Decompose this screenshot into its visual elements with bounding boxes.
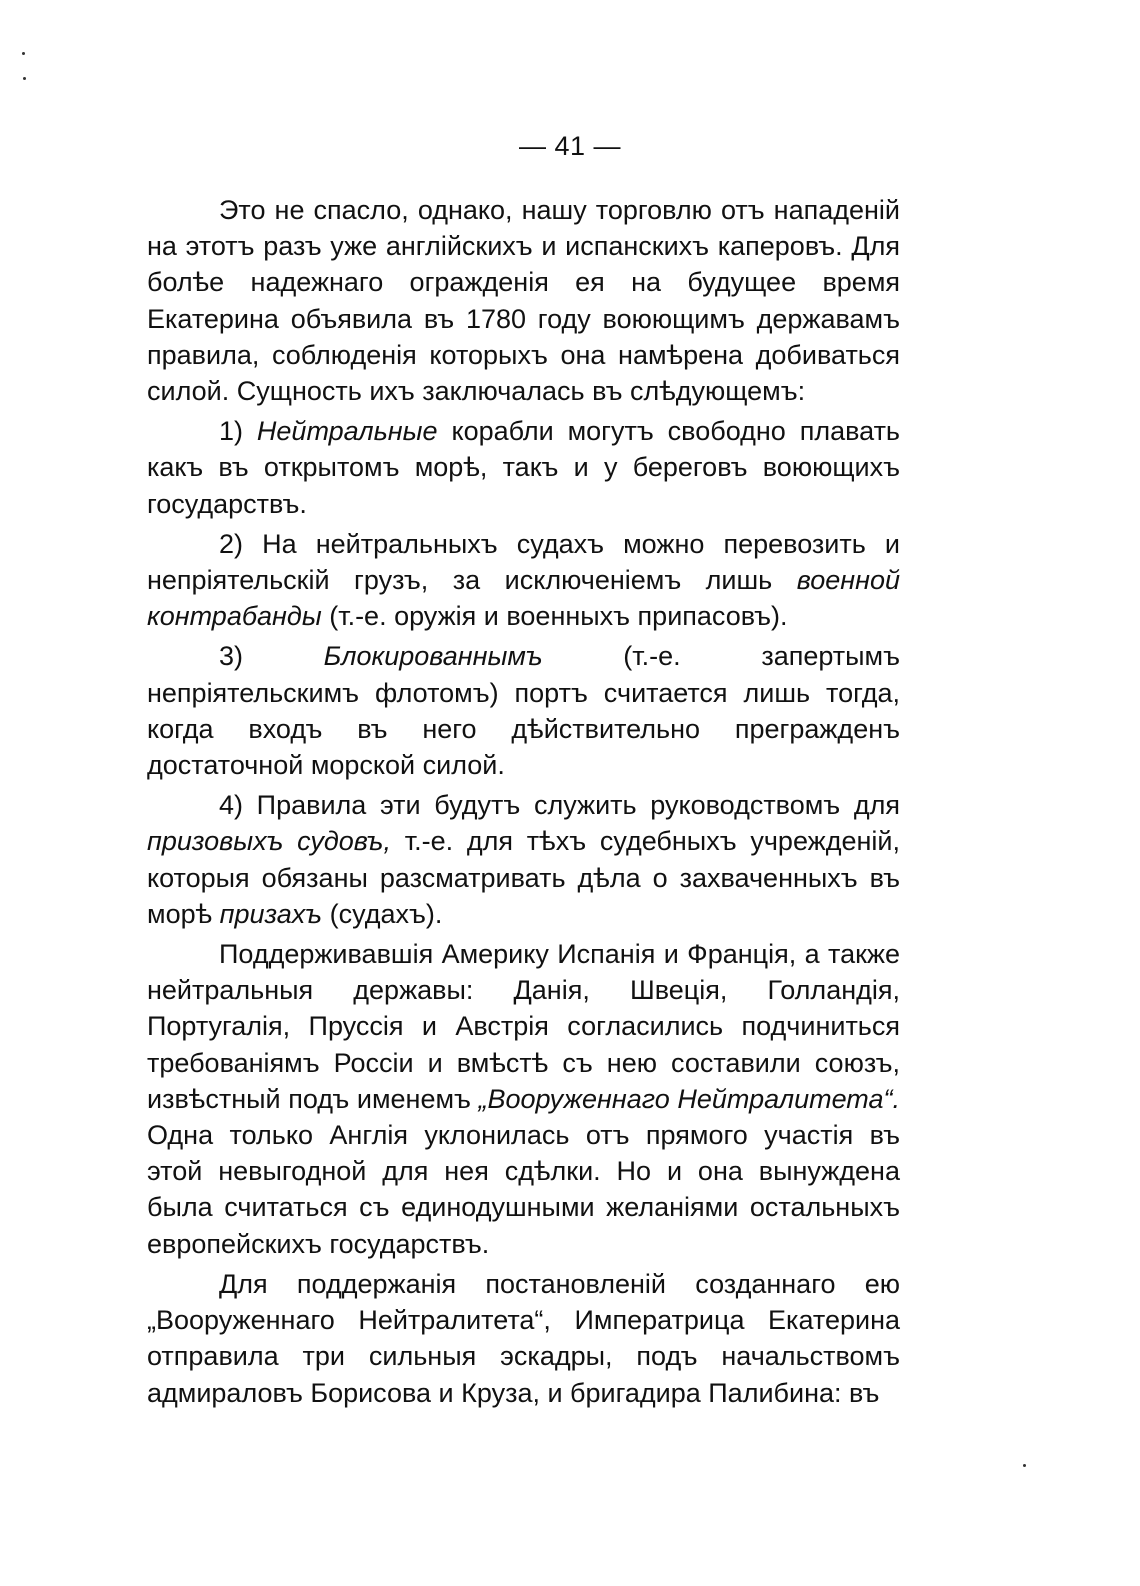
text-segment: (т.-е. запертымъ непріятельскимъ флотомъ) портъ считается лишь тогда, когда входъ въ него дѣйствительно прегражденъ достаточной морской силой. [147,641,900,781]
paragraph [147,192,900,409]
italic-text-segment: призахъ [219,898,323,929]
paragraph [147,526,900,635]
text-segment: Поддерживавшія Америку Испанія и Франція, а также нейтральныя державы: Данія, Швеція, Голландія, Португалія, Пруссія и Австрія согласились подчиниться требованіямъ Россіи и вмѣстѣ съ нею составили союзъ, извѣстный подъ именемъ [147,939,900,1114]
paragraph [147,638,900,783]
text-segment: Это не спасло, однако, нашу торговлю отъ нападеній на этотъ разъ уже англійскихъ и испанскихъ каперовъ. Для болѣе надежнаго огражденія ея на будущее время Екатерина объявила въ 1780 году воюющимъ державамъ правила, соблюденія которыхъ она намѣрена добиваться силой. Сущность ихъ заключалась въ слѣдующемъ: [147,195,900,407]
text-segment: Для поддержанія постановленій созданнаго ею „Вооруженнаго Нейтралитета“, Императрица Екатерина отправила три сильныя эскадры, подъ начальствомъ адмираловъ Борисова и Круза, и бригадира Палибина: въ [147,1268,900,1408]
italic-text-segment: Блокированнымъ [323,641,543,672]
text-segment: 4) Правила эти будутъ служить руководствомъ для [219,790,900,821]
paragraph [147,787,900,932]
italic-text-segment: призовыхъ судовъ, [147,826,391,857]
text-segment: (т.-е. оружія и военныхъ припасовъ). [321,601,788,632]
text-segment: Одна только Англія уклонилась отъ прямого участія въ этой невыгодной для нея сдѣлки. Но и она вынуждена была считаться съ единодушными желаніями остальныхъ европейскихъ государствъ. [147,1120,900,1259]
text-segment: 2) На нейтральныхъ судахъ можно перевозить и непріятельскій грузъ, за исключеніемъ лишь [147,528,900,596]
italic-text-segment: военной контрабанды [147,565,900,632]
paragraph [147,936,900,1262]
text-segment: (судахъ). [322,898,443,929]
body-text [147,192,900,1411]
paragraph [147,1266,900,1411]
italic-text-segment: „Вооруженнаго Нейтралитета“. [478,1083,900,1114]
text-segment: 1) [219,416,257,447]
paragraph [147,413,900,522]
scan-speck [23,77,26,80]
page-number: — 41 — [518,131,622,161]
text-segment: корабли могутъ свободно плавать какъ въ открытомъ морѣ, такъ и у береговъ воюющихъ государствъ. [147,416,900,519]
text-segment: т.-е. для тѣхъ судебныхъ учрежденій, которыя обязаны разсматривать дѣла о захваченныхъ въ морѣ [147,826,900,929]
text-segment: 3) [219,641,324,672]
scan-speck [1023,1464,1026,1467]
scan-speck [22,52,25,55]
italic-text-segment: Нейтральные [256,416,438,447]
